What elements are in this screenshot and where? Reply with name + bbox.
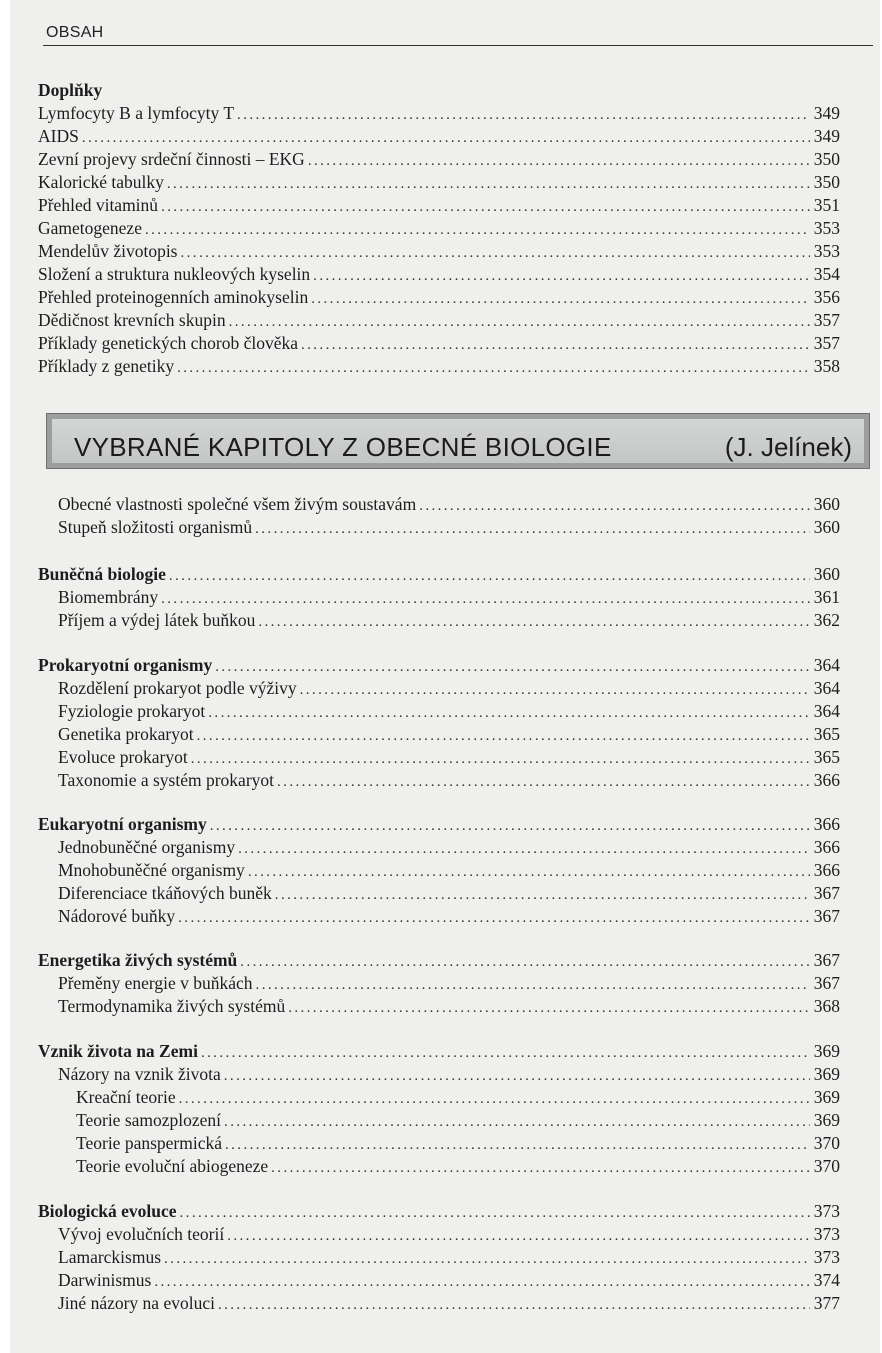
toc-entry — [58, 700, 840, 723]
leader-dots — [275, 884, 810, 907]
toc-entry-page: 350 — [813, 149, 840, 169]
toc-entry-title: Biomembrány — [58, 587, 159, 607]
leader-dots — [201, 1042, 810, 1065]
toc-entry — [38, 125, 840, 148]
leader-dots — [308, 150, 810, 173]
toc-entry-page: 364 — [813, 678, 840, 698]
toc-entry — [58, 1063, 840, 1086]
toc-entry-title: Energetika živých systémů — [38, 950, 238, 970]
leader-dots — [224, 1111, 810, 1134]
toc-entry — [58, 723, 840, 746]
toc-entry — [58, 746, 840, 769]
toc-entry-page: 357 — [813, 310, 840, 330]
toc-entry-page: 367 — [813, 973, 840, 993]
toc-section-heading — [38, 654, 840, 677]
toc-subentry — [76, 1086, 840, 1109]
toc-entry-page: 366 — [813, 837, 840, 857]
toc-entry-title: Přehled vitaminů — [38, 195, 159, 215]
toc-entry-title: Lamarckismus — [58, 1247, 162, 1267]
leader-dots — [240, 951, 809, 974]
leader-dots — [197, 725, 810, 748]
toc-entry-page: 369 — [813, 1110, 840, 1130]
toc-entry-title: Fyziologie prokaryot — [58, 701, 206, 721]
toc-entry-page: 373 — [813, 1247, 840, 1267]
toc-entry-title: Gametogeneze — [38, 218, 142, 238]
toc-entry-page: 365 — [813, 724, 840, 744]
toc-entry — [38, 217, 840, 240]
toc-entry — [58, 609, 840, 632]
toc-entry-page: 350 — [813, 172, 840, 192]
toc-entry-page: 369 — [813, 1064, 840, 1084]
toc-section-heading — [38, 1200, 840, 1223]
toc-entry-title: Stupeň složitosti organismů — [58, 517, 253, 537]
toc-entry-page: 369 — [813, 1041, 840, 1061]
header-rule — [43, 45, 873, 46]
toc-entry — [58, 493, 840, 516]
toc-entry-page: 365 — [813, 747, 840, 767]
toc-entry — [38, 263, 840, 286]
leader-dots — [218, 1294, 810, 1317]
toc-entry-page: 377 — [813, 1293, 840, 1313]
toc-entry-title: Mendelův životopis — [38, 241, 178, 261]
book-page — [10, 0, 880, 1353]
toc-entry-page: 364 — [813, 701, 840, 721]
leader-dots — [154, 1271, 809, 1294]
toc-entry-page: 370 — [813, 1133, 840, 1153]
toc-entry-page: 351 — [813, 195, 840, 215]
leader-dots — [224, 1065, 810, 1088]
chapter-title: VYBRANÉ KAPITOLY Z OBECNÉ BIOLOGIE — [74, 432, 612, 462]
toc-heading-title: Doplňky — [38, 80, 103, 100]
toc-entry — [38, 194, 840, 217]
leader-dots — [145, 219, 810, 242]
leader-dots — [227, 1225, 810, 1248]
toc-entry-page: 366 — [813, 860, 840, 880]
toc-entry-title: Teorie samozplození — [76, 1110, 222, 1130]
toc-entry-title: Teorie evoluční abiogeneze — [76, 1156, 269, 1176]
toc-entry-title: Rozdělení prokaryot podle výživy — [58, 678, 297, 698]
toc-entry-page: 369 — [813, 1087, 840, 1107]
leader-dots — [419, 495, 810, 518]
toc-entry-page: 367 — [813, 950, 840, 970]
toc-entry — [58, 586, 840, 609]
toc-entry-title: Dědičnost krevních skupin — [38, 310, 226, 330]
toc-entry-page: 361 — [813, 587, 840, 607]
toc-entry-page: 373 — [813, 1224, 840, 1244]
toc-entry-page: 349 — [813, 126, 840, 146]
leader-dots — [164, 1248, 810, 1271]
toc-entry — [38, 355, 840, 378]
leader-dots — [82, 127, 810, 150]
toc-entry-title: Evoluce prokaryot — [58, 747, 188, 767]
leader-dots — [255, 518, 810, 541]
toc-entry-title: Vývoj evolučních teorií — [58, 1224, 225, 1244]
toc-subentry — [76, 1155, 840, 1178]
toc-entry — [38, 332, 840, 355]
toc-entry — [58, 1223, 840, 1246]
toc-entry-title: AIDS — [38, 126, 79, 146]
toc-entry-title: Jednobuněčné organismy — [58, 837, 236, 857]
leader-dots — [271, 1157, 810, 1180]
leader-dots — [191, 748, 810, 771]
toc-subentry — [76, 1109, 840, 1132]
toc-entry — [38, 286, 840, 309]
chapter-banner-panel — [52, 419, 864, 463]
toc-entry-title: Taxonomie a systém prokaryot — [58, 770, 275, 790]
toc-section-heading — [38, 813, 840, 836]
toc-entry-page: 366 — [813, 770, 840, 790]
leader-dots — [210, 815, 810, 838]
toc-entry-title: Zevní projevy srdeční činnosti – EKG — [38, 149, 305, 169]
leader-dots — [215, 656, 810, 679]
leader-dots — [169, 565, 810, 588]
toc-entry — [58, 769, 840, 792]
toc-entry — [58, 1269, 840, 1292]
toc-entry-page: 368 — [813, 996, 840, 1016]
leader-dots — [237, 104, 810, 127]
toc-entry — [38, 171, 840, 194]
toc-entry-title: Biologická evoluce — [38, 1201, 177, 1221]
toc-entry-page: 373 — [813, 1201, 840, 1221]
leader-dots — [177, 357, 810, 380]
toc-subentry — [76, 1132, 840, 1155]
toc-entry-title: Eukaryotní organismy — [38, 814, 207, 834]
leader-dots — [258, 611, 809, 634]
toc-entry-title: Mnohobuněčné organismy — [58, 860, 245, 880]
toc-entry-title: Darwinismus — [58, 1270, 152, 1290]
chapter-author: (J. Jelínek) — [724, 432, 852, 462]
toc-entry-page: 349 — [813, 103, 840, 123]
chapter-banner — [46, 413, 870, 469]
toc-entry-title: Názory na vznik života — [58, 1064, 221, 1084]
toc-entry — [58, 836, 840, 859]
leader-dots — [208, 702, 809, 725]
toc-entry-title: Příjem a výdej látek buňkou — [58, 610, 256, 630]
leader-dots — [300, 679, 810, 702]
toc-entry-title: Příklady z genetiky — [38, 356, 175, 376]
toc-entry — [38, 309, 840, 332]
toc-entry-title: Genetika prokaryot — [58, 724, 194, 744]
toc-entry-title: Vznik života na Zemi — [38, 1041, 198, 1061]
leader-dots — [180, 1202, 810, 1225]
toc-entry-title: Nádorové buňky — [58, 906, 176, 926]
toc-entry — [58, 677, 840, 700]
toc-entry-title: Příklady genetických chorob člověka — [38, 333, 298, 353]
toc-entry-page: 360 — [813, 517, 840, 537]
leader-dots — [181, 242, 810, 265]
leader-dots — [256, 974, 810, 997]
leader-dots — [167, 173, 810, 196]
leader-dots — [301, 334, 810, 357]
leader-dots — [238, 838, 810, 861]
leader-dots — [229, 311, 810, 334]
toc-entry-page: 358 — [813, 356, 840, 376]
toc-entry-title: Přehled proteinogenních aminokyselin — [38, 287, 309, 307]
toc-section-heading — [38, 563, 840, 586]
leader-dots — [248, 861, 810, 884]
toc-entry-page: 370 — [813, 1156, 840, 1176]
toc-entry — [58, 995, 840, 1018]
toc-entry-page: 360 — [813, 494, 840, 514]
toc-entry-title: Termodynamika živých systémů — [58, 996, 286, 1016]
toc-entry-title: Jiné názory na evoluci — [58, 1293, 215, 1313]
toc-entry-page: 356 — [813, 287, 840, 307]
leader-dots — [288, 997, 810, 1020]
leader-dots — [179, 1088, 810, 1111]
leader-dots — [178, 907, 810, 930]
toc-entry-page: 367 — [813, 883, 840, 903]
leader-dots — [311, 288, 810, 311]
toc-entry — [58, 1292, 840, 1315]
toc-entry-page: 374 — [813, 1270, 840, 1290]
toc-entry-page: 357 — [813, 333, 840, 353]
toc-entry-page: 360 — [813, 564, 840, 584]
toc-entry — [58, 882, 840, 905]
leader-dots — [313, 265, 810, 288]
toc-entry-page: 362 — [813, 610, 840, 630]
toc-heading-doplnky — [38, 79, 840, 102]
toc-entry-title: Prokaryotní organismy — [38, 655, 213, 675]
toc-entry-title: Kalorické tabulky — [38, 172, 164, 192]
toc-entry — [58, 859, 840, 882]
leader-dots — [277, 771, 810, 794]
toc-entry — [58, 516, 840, 539]
leader-dots — [161, 588, 810, 611]
toc-entry-page: 353 — [813, 241, 840, 261]
toc-entry-title: Obecné vlastnosti společné všem živým soustavám — [58, 494, 417, 514]
toc-entry — [58, 905, 840, 928]
toc-entry-title: Diferenciace tkáňových buněk — [58, 883, 272, 903]
toc-entry — [38, 148, 840, 171]
toc-entry — [58, 1246, 840, 1269]
toc-entry — [38, 240, 840, 263]
toc-entry — [38, 102, 840, 125]
toc-section-heading — [38, 1040, 840, 1063]
toc-entry — [58, 972, 840, 995]
toc-entry-title: Teorie panspermická — [76, 1133, 222, 1153]
running-header: OBSAH — [46, 24, 104, 41]
toc-entry-title: Buněčná biologie — [38, 564, 166, 584]
toc-entry-page: 364 — [813, 655, 840, 675]
toc-entry-title: Lymfocyty B a lymfocyty T — [38, 103, 235, 123]
toc-entry-title: Kreační teorie — [76, 1087, 176, 1107]
leader-dots — [161, 196, 810, 219]
toc-entry-page: 367 — [813, 906, 840, 926]
toc-entry-title: Složení a struktura nukleových kyselin — [38, 264, 311, 284]
toc-entry-page: 366 — [813, 814, 840, 834]
toc-section-heading — [38, 949, 840, 972]
toc-entry-title: Přeměny energie v buňkách — [58, 973, 253, 993]
leader-dots — [225, 1134, 810, 1157]
toc-entry-page: 354 — [813, 264, 840, 284]
toc-entry-page: 353 — [813, 218, 840, 238]
